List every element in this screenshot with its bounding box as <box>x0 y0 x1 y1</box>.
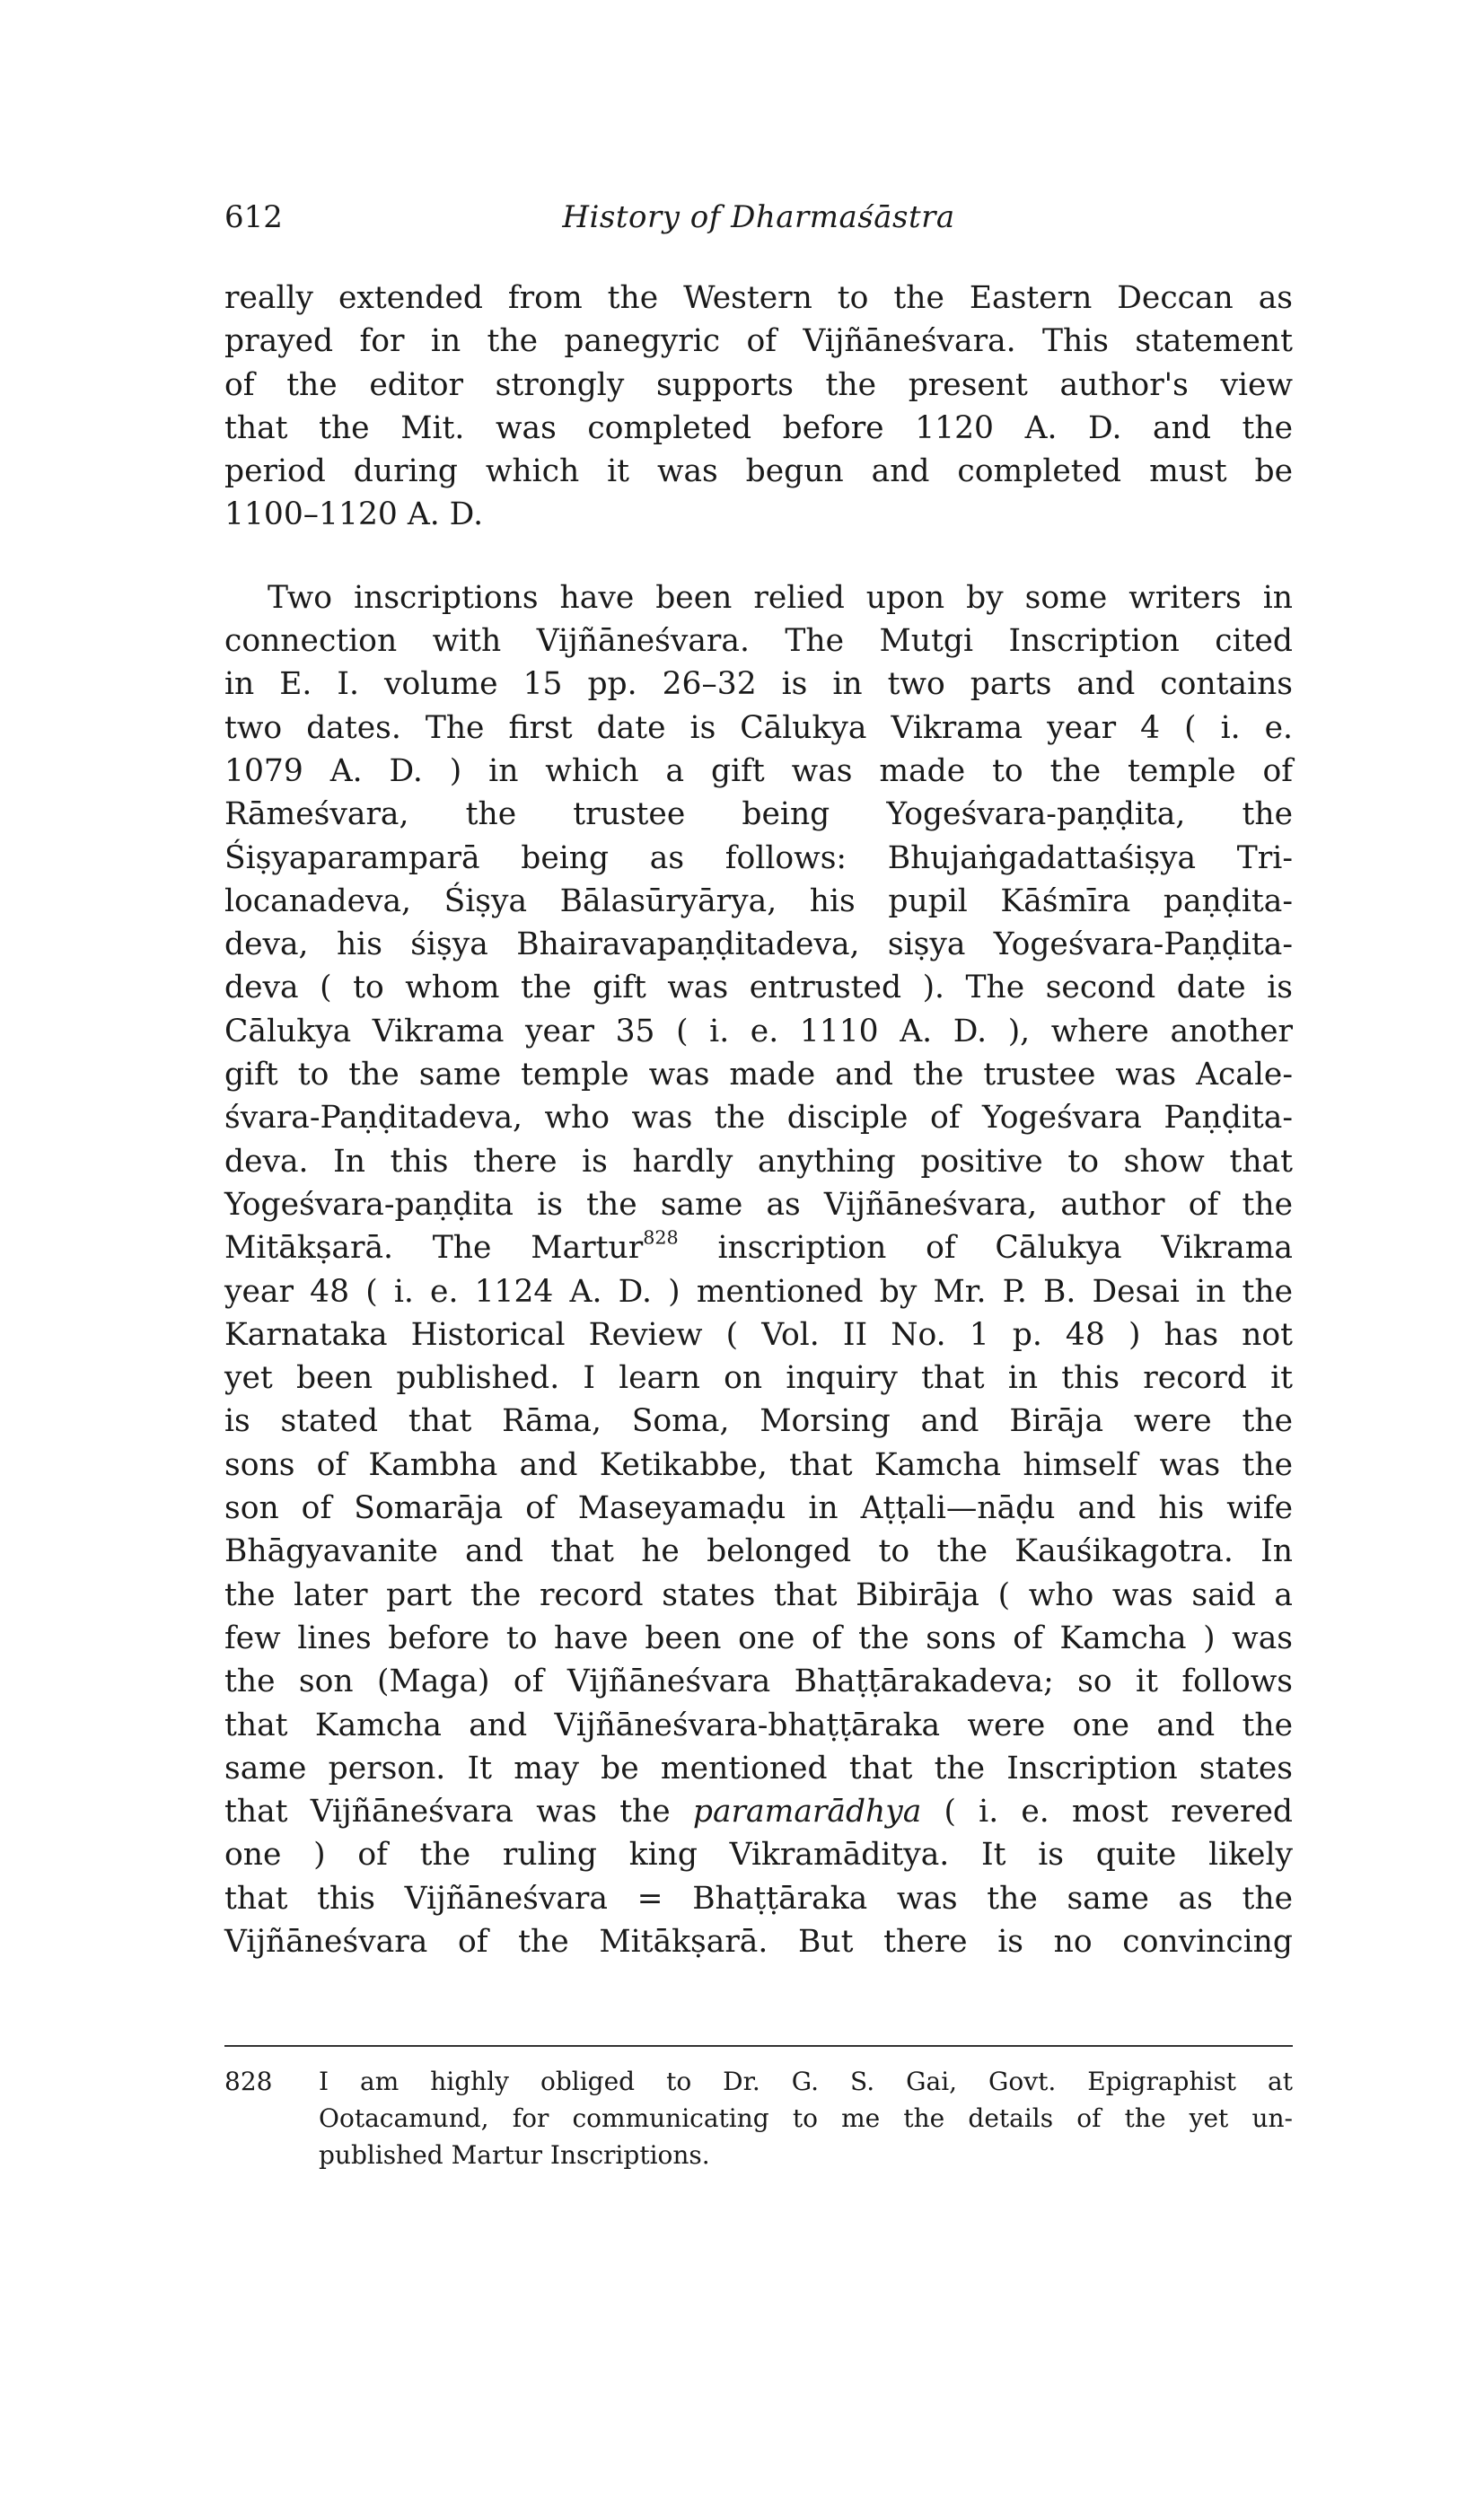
text-line: the later part the record states that Bibirāja ( who was said a <box>224 1576 1293 1613</box>
text-line: Vijñāneśvara of the Mitākṣarā. But there is no convincing <box>224 1923 1293 1960</box>
text-segment: ( i. e. most revered <box>944 1794 1294 1830</box>
page-number: 612 <box>224 199 283 235</box>
text-segment: inscription of Cālukya Vikrama <box>717 1230 1294 1267</box>
text-line: Śiṣyaparamparā being as follows: Bhujaṅgadattaśiṣya Tri- <box>224 839 1293 876</box>
text-line: that the Mit. was completed before 1120 A. D. and the <box>224 409 1293 446</box>
text-line: of the editor strongly supports the present author's view <box>224 366 1293 403</box>
footnote-line: Ootacamund, for communicating to me the details of the yet un- <box>319 2103 1293 2133</box>
footnote-line: I am highly obliged to Dr. G. S. Gai, Govt. Epigraphist at <box>319 2067 1293 2096</box>
text-line: deva. In this there is hardly anything positive to show that <box>224 1143 1293 1180</box>
text-line: prayed for in the panegyric of Vijñāneśvara. This statement <box>224 323 1293 360</box>
footnote <box>224 2063 1293 2173</box>
footnote-divider <box>224 2045 1293 2047</box>
text-line: period during which it was begun and completed must be <box>224 453 1293 490</box>
text-line: sons of Kambha and Ketikabbe, that Kamcha himself was the <box>224 1446 1293 1483</box>
text-line: the son (Maga) of Vijñāneśvara Bhaṭṭārakadeva; so it follows <box>224 1664 1293 1700</box>
text-line: two dates. The first date is Cālukya Vikrama year 4 ( i. e. <box>224 709 1293 746</box>
text-line: in E. I. volume 15 pp. 26–32 is in two parts and contains <box>224 666 1293 703</box>
text-line: same person. It may be mentioned that the Inscription states <box>224 1750 1293 1787</box>
text-line: year 48 ( i. e. 1124 A. D. ) mentioned by Mr. P. B. Desai in the <box>224 1273 1293 1310</box>
running-title: History of Dharmaśāstra <box>562 199 955 235</box>
text-line: Cālukya Vikrama year 35 ( i. e. 1110 A. D. ), where another <box>224 1013 1293 1049</box>
footnote-number: 828 <box>224 2067 273 2096</box>
text-line: is stated that Rāma, Soma, Morsing and Birāja were the <box>224 1403 1293 1440</box>
text-line: Karnataka Historical Review ( Vol. II No. 1 p. 48 ) has not <box>224 1316 1293 1353</box>
text-line: śvara-Paṇḍitadeva, who was the disciple of Yogeśvara Paṇḍita- <box>224 1100 1293 1137</box>
text-segment: that Vijñāneśvara was the <box>224 1794 671 1830</box>
text-line: Yogeśvara-paṇḍita is the same as Vijñāneśvara, author of the <box>224 1186 1293 1223</box>
text-line: Two inscriptions have been relied upon by some writers in <box>268 579 1293 616</box>
italic-term: paramarādhya <box>692 1794 922 1830</box>
footnote-line: published Martur Inscriptions. <box>319 2140 710 2170</box>
text-line: yet been published. I learn on inquiry that in this record it <box>224 1360 1293 1397</box>
text-line: that Kamcha and Vijñāneśvara-bhaṭṭāraka were one and the <box>224 1707 1293 1743</box>
text-line: Bhāgyavanite and that he belonged to the Kauśikagotra. In <box>224 1533 1293 1570</box>
text-line: gift to the same temple was made and the trustee was Acale- <box>224 1057 1293 1093</box>
text-line: Rāmeśvara, the trustee being Yogeśvara-paṇḍita, the <box>224 796 1293 833</box>
text-line: really extended from the Western to the Eastern Deccan as <box>224 280 1293 316</box>
text-line: deva, his śiṣya Bhairavapaṇḍitadeva, siṣya Yogeśvara-Paṇḍita- <box>224 926 1293 963</box>
text-line-with-italic <box>224 1790 1293 1833</box>
text-line-with-footnote-ref <box>224 1226 1293 1269</box>
text-line: locanadeva, Śiṣya Bālasūryārya, his pupil Kāśmīra paṇḍita- <box>224 882 1293 919</box>
text-line: 1079 A. D. ) in which a gift was made to the temple of <box>224 752 1293 789</box>
text-segment: Mitākṣarā. The Martur <box>224 1230 644 1267</box>
paragraph-gap <box>224 537 1293 576</box>
text-line: 1100–1120 A. D. <box>224 496 484 533</box>
text-line: few lines before to have been one of the sons of Kamcha ) was <box>224 1620 1293 1656</box>
text-line: deva ( to whom the gift was entrusted ). The second date is <box>224 970 1293 1006</box>
body-text <box>224 277 1293 1963</box>
text-line: son of Somarāja of Maseyamaḍu in Aṭṭali—nāḍu and his wife <box>224 1490 1293 1527</box>
text-line: that this Vijñāneśvara = Bhaṭṭāraka was the same as the <box>224 1880 1293 1917</box>
running-head <box>224 199 1293 242</box>
footnote-body <box>319 2063 1293 2173</box>
text-line: connection with Vijñāneśvara. The Mutgi Inscription cited <box>224 623 1293 660</box>
footnote-ref[interactable]: 828 <box>643 1226 679 1249</box>
text-line: one ) of the ruling king Vikramāditya. It is quite likely <box>224 1837 1293 1874</box>
